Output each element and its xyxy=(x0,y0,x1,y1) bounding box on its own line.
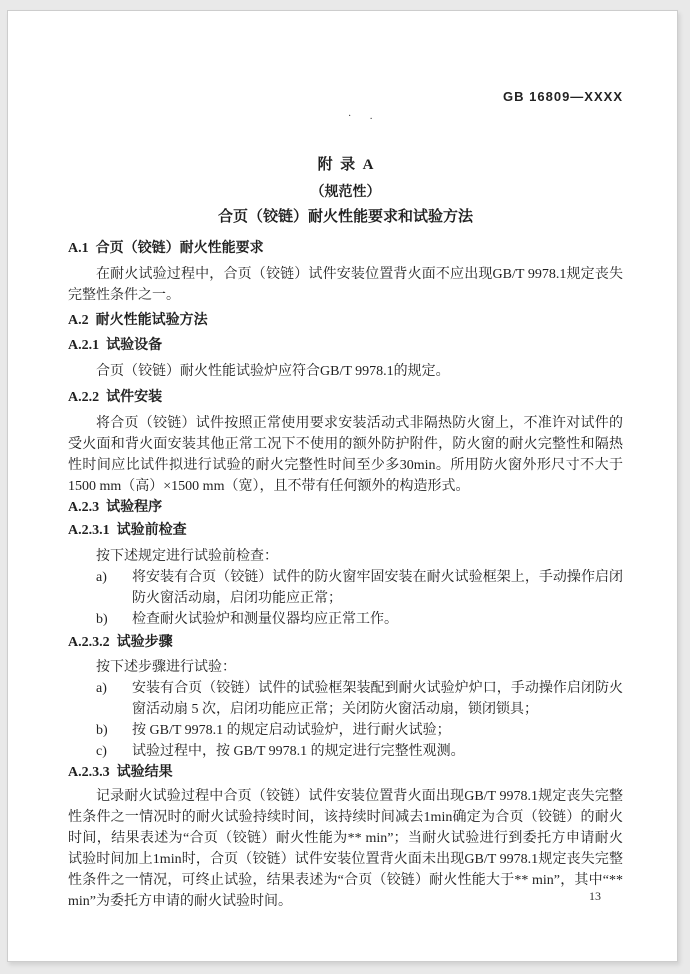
list-item-marker: b) xyxy=(96,723,108,738)
page-number: 13 xyxy=(589,889,601,903)
section-heading-a233: A.2.3.3 试验结果 xyxy=(68,765,173,780)
document-title: 合页（铰链）耐火性能要求和试验方法 xyxy=(217,209,473,225)
document-page xyxy=(7,10,678,962)
list-item-text: 试验过程中，按 GB/T 9978.1 的规定进行完整性观测。 xyxy=(132,744,465,759)
paragraph-a232-intro: 按下述步骤进行试验： xyxy=(96,660,236,675)
paragraph-a1: 在耐火试验过程中，合页（铰链）试件安装位置背火面不应出现GB/T 9978.1规定丧失完整性条件之一。 xyxy=(68,267,623,303)
appendix-title: 附 录 A xyxy=(317,157,374,173)
section-heading-a22: A.2.2 试件安装 xyxy=(68,390,163,405)
list-item-text: 将安装有合页（铰链）试件的防火窗牢固安装在耐火试验框架上，手动操作启闭防火窗活动扇，启闭功能应正常； xyxy=(132,570,623,606)
list-a232 xyxy=(96,678,623,762)
list-item-text: 按 GB/T 9978.1 的规定启动试验炉，进行耐火试验； xyxy=(132,723,451,738)
list-item xyxy=(96,678,623,720)
list-item-text: 检查耐火试验炉和测量仪器均应正常工作。 xyxy=(132,612,398,627)
list-item-text: 安装有合页（铰链）试件的试验框架装配到耐火试验炉炉口，手动操作启闭防火窗活动扇 5 次，启闭功能应正常；关闭防火窗活动扇，锁闭锁具； xyxy=(132,681,623,717)
standard-code: GB 16809—XXXX xyxy=(503,89,623,104)
stray-marks: · . xyxy=(348,111,381,122)
list-item-marker: a) xyxy=(96,570,107,585)
list-item xyxy=(96,720,623,741)
paragraph-a21: 合页（铰链）耐火性能试验炉应符合GB/T 9978.1的规定。 xyxy=(96,364,450,379)
list-item-marker: c) xyxy=(96,744,107,759)
page-content xyxy=(68,11,623,912)
list-a231 xyxy=(96,567,623,630)
paragraph-a231-intro: 按下述规定进行试验前检查： xyxy=(96,549,278,564)
section-heading-a21: A.2.1 试验设备 xyxy=(68,338,163,353)
paragraph-a233: 记录耐火试验过程中合页（铰链）试件安装位置背火面出现GB/T 9978.1规定丧失完整性条件之一情况时的耐火试验持续时间，该持续时间减去1min确定为合页（铰链）的耐火时间，结果表述为“合页（铰链）耐火性能为** min”；当耐火试验进行到委托方申请耐火试验时间加上1min时，合页（铰链）试件安装位置背火面未出现GB/T 9978.1规定丧失完整性条件之一情况，可终止试验，结果表述为“合页（铰链）耐火性能大于** min”，其中“** min”为委托方申请的耐火试验时间。 xyxy=(68,789,623,909)
paragraph-a22: 将合页（铰链）试件按照正常使用要求安装活动式非隔热防火窗上，不准许对试件的受火面和背火面安装其他正常工况下不使用的额外防护附件，防火窗的耐火完整性和隔热性时间应比试件拟进行试验的耐火完整性时间至少多30min。所用防火窗外形尺寸不大于1500 mm（高）×1500 mm（宽），且不带有任何额外的构造形式。 xyxy=(68,416,623,494)
list-item-marker: a) xyxy=(96,681,107,696)
list-item xyxy=(96,609,623,630)
list-item xyxy=(96,741,623,762)
section-heading-a1: A.1 合页（铰链）耐火性能要求 xyxy=(68,241,264,256)
section-heading-a232: A.2.3.2 试验步骤 xyxy=(68,635,173,650)
list-item xyxy=(96,567,623,609)
section-heading-a231: A.2.3.1 试验前检查 xyxy=(68,523,187,538)
normative-label: （规范性） xyxy=(310,185,381,200)
section-heading-a23: A.2.3 试验程序 xyxy=(68,500,163,515)
list-item-marker: b) xyxy=(96,612,108,627)
section-heading-a2: A.2 耐火性能试验方法 xyxy=(68,313,208,328)
